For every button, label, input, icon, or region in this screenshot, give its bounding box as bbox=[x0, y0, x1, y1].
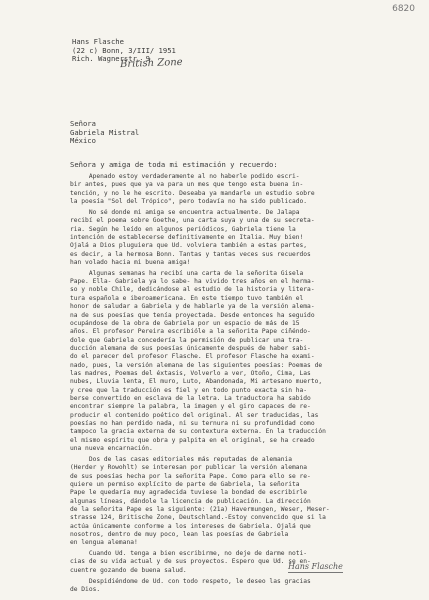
letter-line: de Dios. bbox=[70, 586, 101, 593]
letter-line: algunas líneas, dándole la licencia de publicación. La dirección bbox=[70, 497, 311, 505]
signature: Hans Flasche bbox=[288, 562, 343, 571]
letter-line: strasse 124, Britische Zone, Deutschland.-Estoy convencido que si la bbox=[70, 514, 326, 522]
recipient-name: Gabriela Mistral bbox=[70, 127, 140, 137]
recipient-country: México bbox=[70, 136, 96, 146]
letter-line: de sus poesías hecha por la señorita Pape. Como para ello se re- bbox=[70, 472, 311, 480]
letter-line: cias de su vida actual y de sus proyectos. Espero que Ud. se en- bbox=[70, 558, 311, 566]
letter-line: una nueva encarnación. bbox=[70, 445, 153, 452]
letter-line: años. El profesor Pereira escribióle a la señorita Pape ciñéndo- bbox=[70, 328, 311, 336]
letter-line: Ojalá a Dios pluguiera que Ud. volviera también a estas partes, bbox=[70, 242, 308, 250]
letter-line: dole que Gabriela concedería la permisión de publicar una tra- bbox=[70, 336, 304, 344]
letter-line: Algunas semanas ha recibí una carta de la señorita Gisela bbox=[70, 269, 304, 277]
recipient-block bbox=[70, 120, 139, 146]
letter-line: han volado hacia mi buena amiga! bbox=[70, 258, 191, 266]
letter-line: berse convertido en esclava de la letra. La traductora ha sabido bbox=[70, 394, 311, 402]
letter-body bbox=[70, 173, 408, 597]
letter-line: No sé donde mi amiga se encuentra actualmente. De Jalapa bbox=[70, 208, 300, 216]
handwritten-note: British Zone bbox=[119, 56, 183, 71]
letter-line: de la señorita Pape es la siguiente: (21a) Havermungen, Weser, Meser- bbox=[70, 505, 330, 513]
letter-line: las madres, Poemas del éxtasis, Volverlo a ver, Otoño, Cima, Las bbox=[70, 369, 311, 377]
letter-line: encontrar siempre la palabra, la imagen y el giro capaces de re- bbox=[70, 403, 311, 411]
sender-place-date: (22 c) Bonn, 3/III/ 1951 bbox=[72, 45, 176, 55]
letter-line: Despidiéndome de Ud. con todo respeto, le deseo las gracias bbox=[70, 577, 311, 585]
letter-line: intención de establecerse definitivamente en Italia. Muy bien! bbox=[70, 233, 304, 241]
letter-line: so y noble Chile, dedicándose al estudio de la historia y litera- bbox=[70, 286, 315, 294]
letter-line: ria. Según he leído en algunos periódicos, Gabriela tiene la bbox=[70, 225, 296, 233]
letter-line: na de sus poesías que tenía proyectada. Desde entonces ha seguido bbox=[70, 311, 315, 319]
letter-line: tampoco la gracia externa de su contextura externa. En la traducción bbox=[70, 428, 326, 436]
letter-line: Apenado estoy verdaderamente al no haberle podido escri- bbox=[70, 173, 300, 180]
letter-line: ocupándose de la obra de Gabriela por un espacio de más de 15 bbox=[70, 319, 300, 327]
letter-line: la poesía "Sol del Trópico", pero todavía no ha sido publicado. bbox=[70, 198, 308, 206]
letter-line: el mismo espíritu que obra y palpita en el original, se ha creado bbox=[70, 436, 315, 444]
sender-name: Hans Flasche bbox=[72, 37, 124, 46]
salutation: Señora y amiga de toda mi estimación y recuerdo: bbox=[70, 160, 278, 169]
letter-line: Cuando Ud. tenga a bien escribirme, no deje de darme noti- bbox=[70, 550, 308, 558]
letter-line: en lengua alemana! bbox=[70, 539, 138, 547]
letter-line: tención, y no le he escrito. Deseaba ya mandarle un estudio sobre bbox=[70, 189, 315, 197]
letter-line: cuentre gozando de buena salud. bbox=[70, 566, 187, 574]
letter-line: nosotros, dentro de muy poco, lean las poesías de Gabriela bbox=[70, 530, 289, 538]
letter-paragraph bbox=[70, 550, 408, 575]
letter-line: es decir, a la hermosa Bonn. Tantas y tantas veces sus recuerdos bbox=[70, 250, 311, 258]
letter-paragraph bbox=[70, 270, 408, 454]
recipient-title: Señora bbox=[70, 119, 96, 128]
letter-line: do el parecer del profesor Flasche. El profesor Flasche ha exami- bbox=[70, 353, 315, 361]
letter-line: nado, pues, la versión alemana de las siguientes poesías: Poemas de bbox=[70, 361, 323, 369]
archive-number: 6820 bbox=[392, 4, 415, 14]
letter-line: Pape. Ella- Gabriela ya lo sabe- ha vivido tres años en el herma- bbox=[70, 278, 315, 286]
letter-paragraph bbox=[70, 209, 408, 267]
letter-line: actúa únicamente conforme a los intereses de Gabriela. Ojalá que bbox=[70, 522, 311, 530]
letter-paragraph bbox=[70, 456, 408, 548]
letter-paragraph bbox=[70, 173, 408, 206]
letter-line: bir antes, pues que ya va para un mes que tengo esta buena in- bbox=[70, 181, 304, 189]
letter-line: ducción alemana de sus poesías únicamente después de haber sabi- bbox=[70, 344, 311, 352]
sender-street: Rich. Wagnerstr. 9 bbox=[72, 54, 150, 64]
letter-line: honor de saludar a Gabriela y de hablarle ya de la versión alema- bbox=[70, 303, 315, 311]
letter-line: tura española e iberoamericana. En este tiempo tuvo también el bbox=[70, 294, 304, 302]
letter-line: quiere un permiso explícito de parte de Gabriela, la señorita bbox=[70, 480, 300, 488]
letter-paragraph bbox=[70, 578, 408, 595]
letter-line: nubes, Lluvia lenta, El muro, Luto, Abandonada, Mi artesano muerto, bbox=[70, 378, 323, 386]
letter-line: producir el contenido poético del original. Al ser traducidas, las bbox=[70, 411, 319, 419]
letter-line: Dos de las casas editoriales más reputadas de alemania bbox=[70, 455, 293, 463]
letter-line: y cree que la traducción es fiel y en todo punto exacta sin ha- bbox=[70, 386, 308, 394]
letter-line: poesías no han perdido nada, ni su ternura ni su profundidad como bbox=[70, 419, 315, 427]
letter-line: (Herder y Rowohlt) se interesan por publicar la versión alemana bbox=[70, 464, 308, 472]
letter-line: recibí el poema sobre Goethe, una carta suya y una de su secreta- bbox=[70, 217, 315, 225]
letter-line: Pape le quedaría muy agradecida tuviese la bondad de escribirle bbox=[70, 489, 308, 497]
